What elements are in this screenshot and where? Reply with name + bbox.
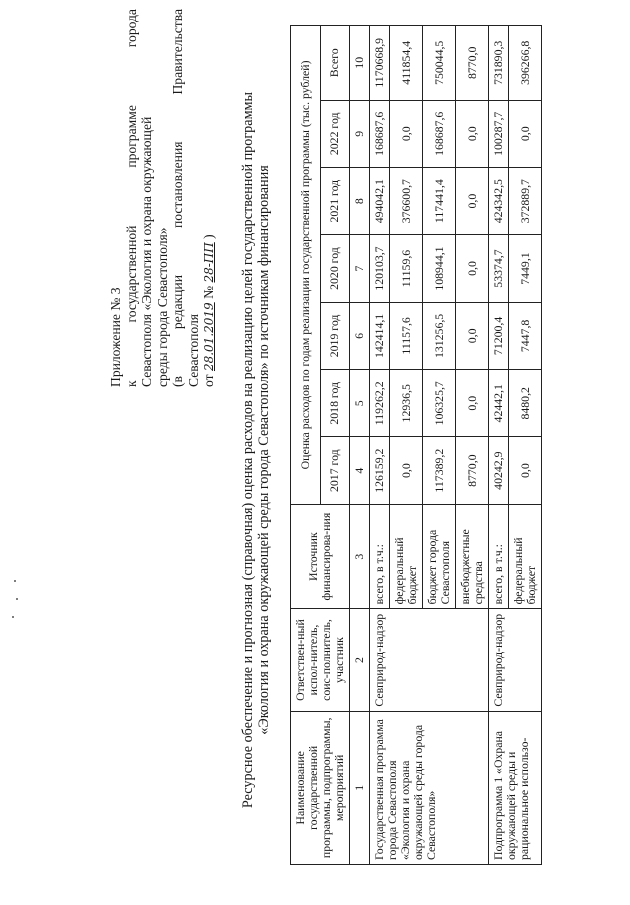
appendix-word: (в [170,376,185,387]
subprogram-responsible: Севприрод-надзор [489,609,542,711]
appendix-line-date [201,9,218,387]
column-index: 1 [350,711,370,864]
handwritten-date: 28.01.2019 [202,302,216,372]
value-cell: 71200,4 [489,302,509,369]
value-cell: 11159,6 [390,235,423,302]
column-index: 8 [350,167,370,234]
column-index: 6 [350,302,370,369]
document-title [240,5,272,895]
value-cell: 131256,5 [423,302,456,369]
source-cell: федеральный бюджет [509,504,542,609]
value-cell: 168687,6 [370,100,390,167]
date-prefix: от [201,374,216,387]
column-index: 7 [350,235,370,302]
subprogram-name: Подпрограмма 1 «Охрана окружающей среды и рациональное использо- [489,711,542,864]
appendix-word: к [123,380,139,387]
value-cell: 126159,2 [370,437,390,504]
appendix-reference [108,9,218,387]
source-cell: бюджет города Севастополя [423,504,456,609]
value-cell: 119262,2 [370,370,390,437]
header-estimate: Оценка расходов по годам реализации государственной программы (тыс. рублей) [291,26,321,505]
value-cell: 12936,5 [390,370,423,437]
value-cell: 120103,7 [370,235,390,302]
appendix-line-edition [170,9,186,387]
value-cell: 106325,7 [423,370,456,437]
total-cell: 731890,3 [489,26,509,101]
value-cell: 372889,7 [509,167,542,234]
total-cell: 750044,5 [423,26,456,101]
column-index: 4 [350,437,370,504]
value-cell: 0,0 [456,167,489,234]
funding-grid [290,25,542,865]
value-cell: 0,0 [456,100,489,167]
appendix-word: постановления [170,141,185,229]
appendix-line-city: Севастополя [185,313,201,387]
title-line-1: Ресурсное обеспечение и прогнозная (справочная) оценка расходов на реализацию целей государственной программы [240,91,256,809]
appendix-word: государственной [123,225,139,323]
value-cell: 100287,7 [489,100,509,167]
value-cell: 0,0 [456,302,489,369]
appendix-word: города [123,9,139,48]
value-cell: 168687,6 [423,100,456,167]
value-cell: 53374,7 [489,235,509,302]
value-cell: 117441,4 [423,167,456,234]
total-cell: 1170668,9 [370,26,390,101]
value-cell: 0,0 [509,437,542,504]
value-cell: 142414,1 [370,302,390,369]
column-index: 10 [350,26,370,101]
header-responsible: Ответствен-ный испол-нитель, соис-полнитель, участник [291,609,350,711]
column-index: 2 [350,609,370,711]
header-year: 2021 год [320,167,350,234]
value-cell: 494042,1 [370,167,390,234]
value-cell: 40242,9 [489,437,509,504]
value-cell: 0,0 [390,100,423,167]
value-cell: 7449,1 [509,235,542,302]
header-year: 2020 год [320,235,350,302]
value-cell: 0,0 [456,235,489,302]
column-index: 9 [350,100,370,167]
program-responsible: Севприрод-надзор [370,609,489,711]
total-cell: 396266,8 [509,26,542,101]
value-cell: 0,0 [456,370,489,437]
header-year: 2019 год [320,302,350,369]
appendix-line-program-name: Севастополя «Экология и охрана окружающей [139,116,154,387]
value-cell: 0,0 [509,100,542,167]
source-cell: всего, в т.ч.: [370,504,390,609]
header-name: Наименование государственной программы, подпрограммы, мероприятий [291,711,350,864]
appendix-word: программе [123,105,139,168]
appendix-title: Приложение № 3 [108,287,123,387]
value-cell: 117389,2 [423,437,456,504]
value-cell: 376600,7 [390,167,423,234]
header-source: Источник финансирова-ния [291,504,350,609]
appendix-word: редакции [170,275,185,330]
column-index: 5 [350,370,370,437]
program-name: Государственная программа города Севастополя «Экология и охрана окружающей среды города Севастополя» [370,711,489,864]
source-cell: федеральный бюджет [390,504,423,609]
header-year: 2018 год [320,370,350,437]
title-line-2: «Экология и охрана окружающей среды города Севастополя» по источникам финансирования [256,165,272,735]
funding-table [290,25,542,865]
source-cell: внебюджетные средства [456,504,489,609]
value-cell: 7447,8 [509,302,542,369]
column-index: 3 [350,504,370,609]
appendix-word: Правительства [170,9,185,95]
header-year: 2017 год [320,437,350,504]
handwritten-number: 28-ПП [202,242,216,283]
source-cell: всего, в т.ч.: [489,504,509,609]
total-cell: 8770,0 [456,26,489,101]
value-cell: 108944,1 [423,235,456,302]
column-index-row [350,26,370,865]
header-total: Всего [320,26,350,101]
value-cell: 11157,6 [390,302,423,369]
appendix-line-program-name-end: среды города Севастополя» [154,227,170,387]
appendix-line-program [124,9,140,387]
header-row [291,26,321,865]
value-cell: 0,0 [390,437,423,504]
value-cell: 8770,0 [456,437,489,504]
total-cell: 411854,4 [390,26,423,101]
table-row [370,26,390,865]
number-prefix: № [201,285,216,299]
value-cell: 42442,1 [489,370,509,437]
value-cell: 424342,5 [489,167,509,234]
close-paren: ) [201,234,216,239]
table-row [489,26,509,865]
value-cell: 8480,2 [509,370,542,437]
header-year: 2022 год [320,100,350,167]
